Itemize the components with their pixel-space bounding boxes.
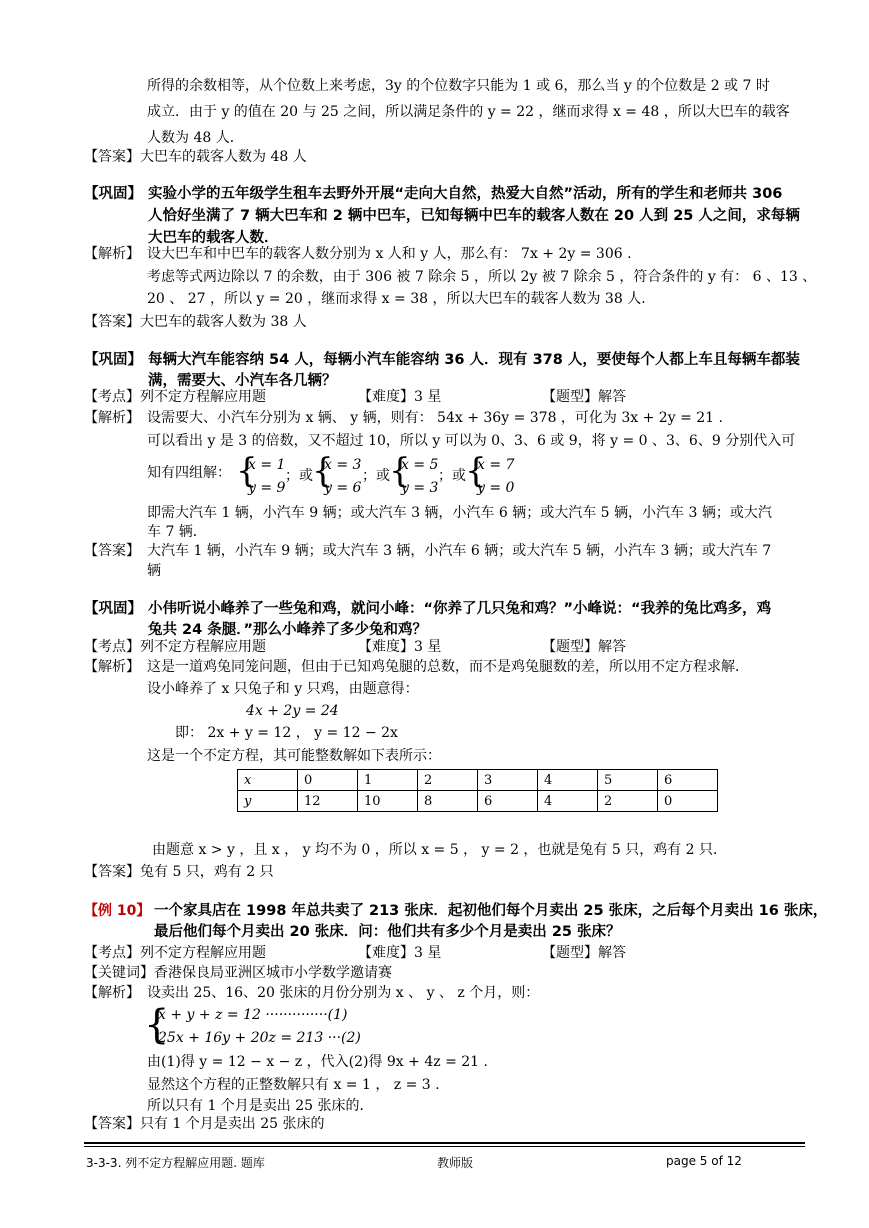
table-cell: 4 — [538, 770, 598, 791]
question-text: 每辆大汽车能容纳 54 人，每辆小汽车能容纳 36 人．现有 378 人，要使每个人都上车且每辆车都装 — [148, 352, 800, 368]
equation: x = 1 — [248, 457, 286, 473]
keypoint-row: 【考点】列不定方程解应用题 — [84, 945, 266, 961]
solution-text: 设小峰养了 x 只兔子和 y 只鸡，由题意得： — [147, 681, 419, 697]
table-cell: 0 — [658, 791, 718, 812]
solution-text: 设卖出 25、16、20 张床的月份分别为 x 、 y 、 z 个月，则： — [147, 985, 540, 1001]
table-cell: 8 — [418, 791, 478, 812]
solution-text: 可以看出 y 是 3 的倍数，又不超过 10，所以 y 可以为 0、3、6 或 9，将 y = 0 、3、6、9 分别代入可 — [147, 433, 796, 449]
brace: { — [236, 451, 258, 491]
example-label: 【例 10】 — [84, 903, 151, 919]
equation: x = 5 — [401, 457, 439, 473]
solution-text: 知有四组解： — [147, 465, 231, 481]
solution-label: 【解析】 — [84, 659, 140, 675]
solution-text: 显然这个方程的正整数解只有 x = 1 ， z = 3 . — [147, 1077, 440, 1093]
text-line: 成立．由于 y 的值在 20 与 25 之间，所以满足条件的 y = 22 ，继而求得 x = 48 ，所以大巴车的载客 — [147, 104, 790, 120]
table-cell: 2 — [418, 770, 478, 791]
question-text: 兔共 24 条腿．”那么小峰养了多少兔和鸡？ — [148, 622, 428, 638]
question-type: 【题型】解答 — [542, 389, 626, 405]
question-text: 一个家具店在 1998 年总共卖了 213 张床．起初他们每个月卖出 25 张床，之后每个月卖出 16 张床， — [154, 903, 828, 919]
table-cell: x — [238, 770, 298, 791]
solution-table — [237, 769, 718, 812]
solution-text: 设需要大、小汽车分别为 x 辆、 y 辆，则有： 54x + 36y = 378 ，可化为 3x + 2y = 21 . — [147, 410, 723, 426]
table-cell: 2 — [598, 791, 658, 812]
equation: x + y + z = 12 ··············(1) — [158, 1007, 348, 1023]
difficulty: 【难度】3 星 — [358, 389, 442, 405]
question-label: 【巩固】 — [84, 601, 142, 617]
equation: 即： 2x + y = 12 ， y = 12 − 2x — [175, 725, 398, 741]
equation: 4x + 2y = 24 — [246, 703, 339, 719]
table-cell: 5 — [598, 770, 658, 791]
keypoint-row: 【考点】列不定方程解应用题 — [84, 389, 266, 405]
answer-text: 辆 — [147, 563, 161, 579]
text-line: 人数为 48 人． — [147, 130, 244, 146]
solution-text: 由(1)得 y = 12 − x − z ，代入(2)得 9x + 4z = 21 . — [147, 1054, 488, 1070]
table-cell: y — [238, 791, 298, 812]
question-text: 大巴车的载客人数． — [148, 230, 279, 246]
solution-text: 即需大汽车 1 辆，小汽车 9 辆；或大汽车 3 辆，小汽车 6 辆；或大汽车 5 辆，小汽车 3 辆；或大汽 — [147, 505, 772, 521]
solution-text: 设大巴车和中巴车的载客人数分别为 x 人和 y 人，那么有： 7x + 2y = 306 . — [147, 246, 632, 262]
difficulty: 【难度】3 星 — [358, 639, 442, 655]
table-cell: 3 — [478, 770, 538, 791]
equation: y = 6 — [324, 480, 362, 496]
brace: { — [312, 451, 334, 491]
equation: 25x + 16y + 20z = 213 ···(2) — [158, 1030, 361, 1046]
table-cell: 6 — [478, 791, 538, 812]
brace: { — [465, 451, 487, 491]
page-number: page 5 of 12 — [666, 1154, 742, 1168]
text-line: 所得的余数相等，从个位数上来考虑，3y 的个位数字只能为 1 或 6，那么当 y 的个位数是 2 或 7 时 — [147, 78, 770, 94]
equation: x = 3 — [324, 457, 362, 473]
answer-label: 【答案】 — [84, 543, 140, 559]
question-label: 【巩固】 — [84, 186, 142, 202]
solution-text: 这是一个不定方程，其可能整数解如下表所示： — [147, 748, 441, 764]
difficulty: 【难度】3 星 — [358, 945, 442, 961]
solution-text: 所以只有 1 个月是卖出 25 张床的． — [147, 1098, 374, 1114]
question-text: 满，需要大、小汽车各几辆？ — [148, 373, 337, 389]
answer-label: 【答案】大巴车的载客人数为 48 人 — [84, 149, 307, 165]
solution-text: 考虑等式两边除以 7 的余数，由于 306 被 7 除余 5 ，所以 2y 被 7 除余 5 ，符合条件的 y 有： 6 、13 、 — [147, 269, 817, 285]
keyword-row: 【关键词】香港保良局亚洲区城市小学数学邀请赛 — [84, 965, 392, 981]
equation: y = 9 — [248, 480, 286, 496]
table-cell: 6 — [658, 770, 718, 791]
table-row — [238, 770, 718, 791]
answer-label: 【答案】只有 1 个月是卖出 25 张床的 — [84, 1116, 325, 1132]
solution-label: 【解析】 — [84, 246, 140, 262]
solution-label: 【解析】 — [84, 410, 140, 426]
table-cell: 12 — [298, 791, 358, 812]
footer-rule — [84, 1142, 805, 1144]
answer-text: 大汽车 1 辆，小汽车 9 辆；或大汽车 3 辆，小汽车 6 辆；或大汽车 5 辆，小汽车 3 辆；或大汽车 7 — [147, 543, 772, 559]
brace: { — [144, 1002, 170, 1048]
answer-label: 【答案】兔有 5 只，鸡有 2 只 — [84, 864, 274, 880]
solution-label: 【解析】 — [84, 985, 140, 1001]
footer-rule — [84, 1146, 805, 1147]
solution-text: 由题意 x > y ，且 x ， y 均不为 0 ，所以 x = 5 ， y = 2 ，也就是兔有 5 只，鸡有 2 只． — [152, 842, 728, 858]
question-text: 小伟听说小峰养了一些兔和鸡，就问小峰：“你养了几只兔和鸡？”小峰说：“我养的兔比鸡多，鸡 — [148, 601, 772, 617]
table-row — [238, 791, 718, 812]
answer-label: 【答案】大巴车的载客人数为 38 人 — [84, 314, 307, 330]
table-cell: 10 — [358, 791, 418, 812]
keypoint-row: 【考点】列不定方程解应用题 — [84, 639, 266, 655]
separator: ；或 — [438, 468, 466, 484]
table-cell: 1 — [358, 770, 418, 791]
solution-text: 这是一道鸡兔同笼问题，但由于已知鸡兔腿的总数，而不是鸡兔腿数的差，所以用不定方程求解． — [147, 659, 749, 675]
footer-title: 3-3-3. 列不定方程解应用题. 题库 — [86, 1156, 265, 1170]
question-text: 实验小学的五年级学生租车去野外开展“走向大自然，热爱大自然”活动，所有的学生和老师共 306 — [148, 186, 783, 202]
question-label: 【巩固】 — [84, 352, 142, 368]
table-cell: 4 — [538, 791, 598, 812]
separator: ；或 — [285, 468, 313, 484]
equation: y = 3 — [401, 480, 439, 496]
question-text: 人恰好坐满了 7 辆大巴车和 2 辆中巴车，已知每辆中巴车的载客人数在 20 人到 25 人之间，求每辆 — [148, 208, 800, 224]
equation: y = 0 — [477, 480, 515, 496]
equation: x = 7 — [477, 457, 515, 473]
solution-text: 20 、 27 ，所以 y = 20 ，继而求得 x = 38 ，所以大巴车的载客人数为 38 人． — [147, 291, 656, 307]
question-type: 【题型】解答 — [542, 639, 626, 655]
question-type: 【题型】解答 — [542, 945, 626, 961]
solution-text: 车 7 辆． — [147, 524, 207, 540]
question-text: 最后他们每个月卖出 20 张床．问：他们共有多少个月是卖出 25 张床？ — [154, 924, 621, 940]
table-cell: 0 — [298, 770, 358, 791]
footer-edition: 教师版 — [437, 1156, 474, 1170]
separator: ；或 — [362, 468, 390, 484]
brace: { — [389, 451, 411, 491]
